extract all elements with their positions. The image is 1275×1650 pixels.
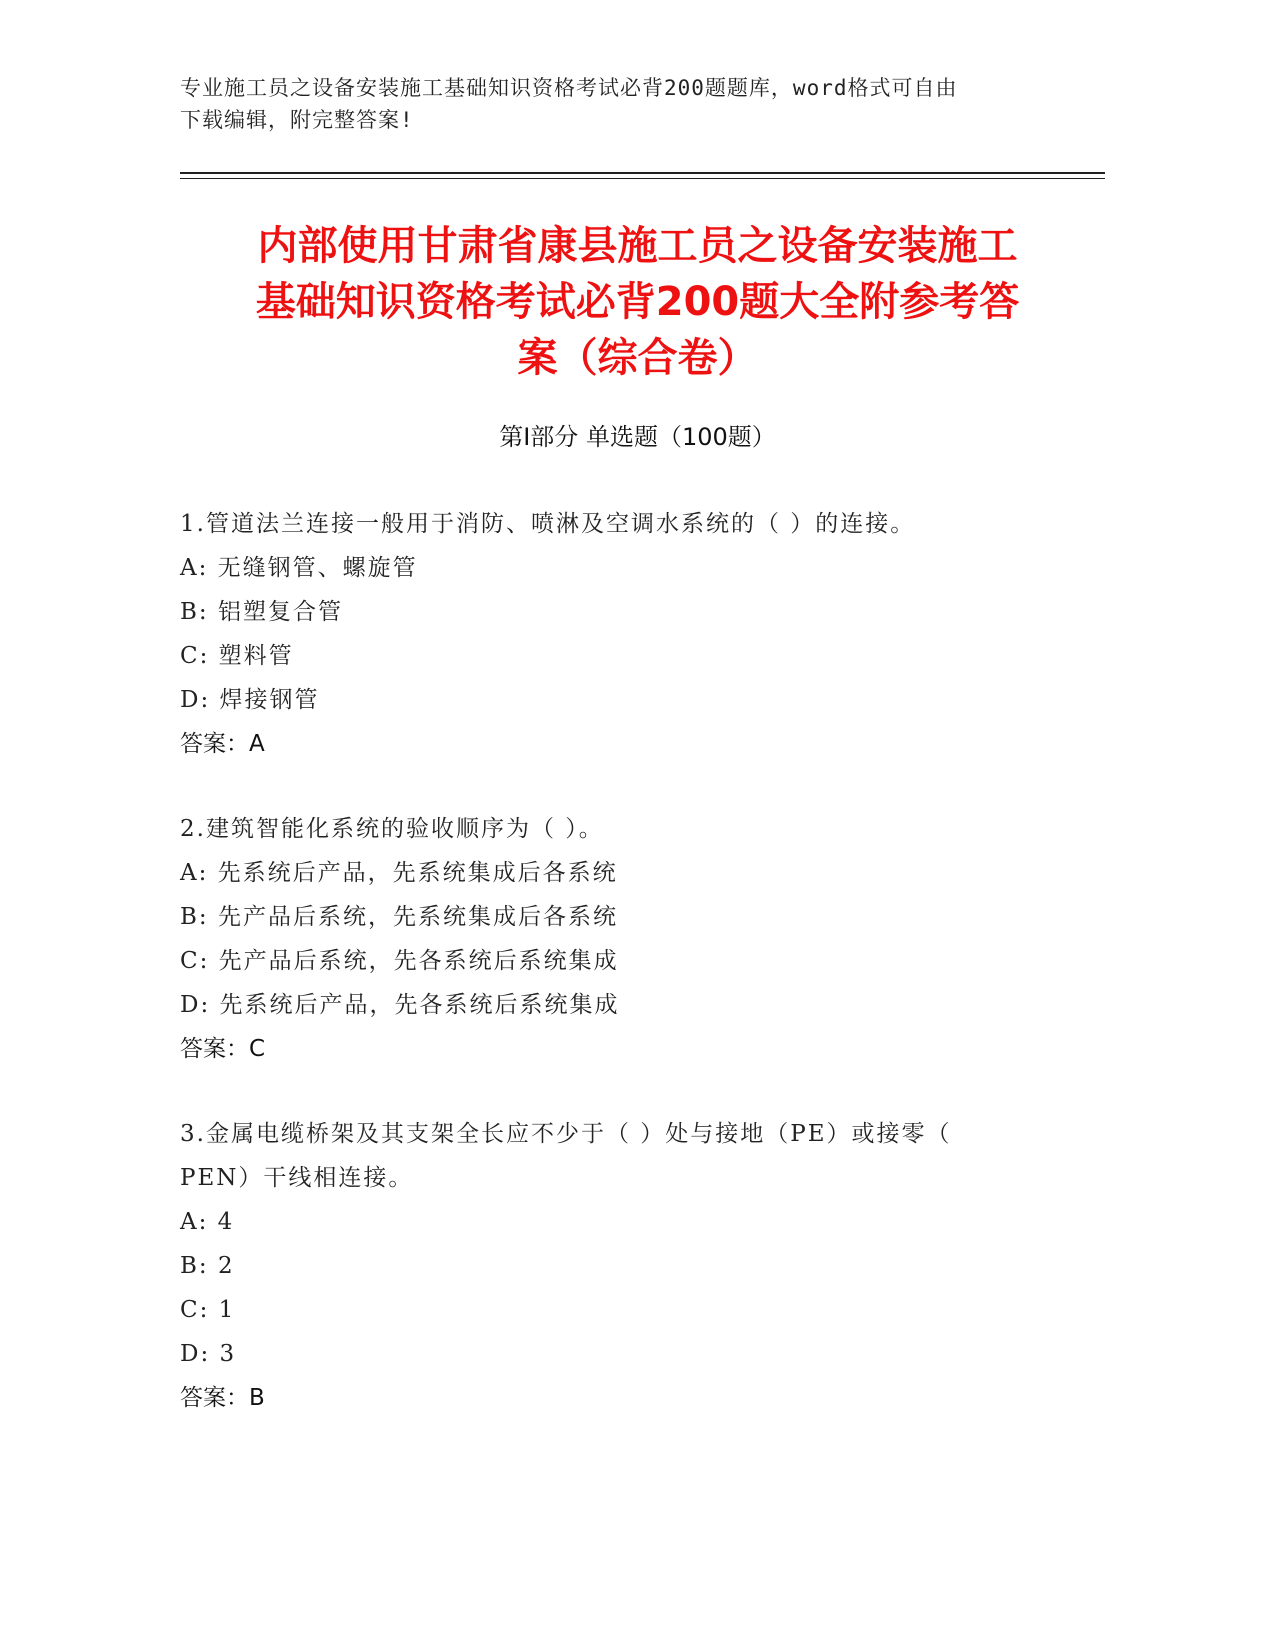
question-text: 2.建筑智能化系统的验收顺序为（ ）。: [180, 816, 604, 842]
option-a: A: 无缝钢管、螺旋管: [180, 555, 418, 581]
document-title-line: 案（综合卷）: [517, 335, 758, 381]
document-title: [150, 218, 1125, 386]
option-a: A: 4: [180, 1209, 235, 1235]
option-c: C: 先产品后系统，先各系统后系统集成: [180, 948, 619, 974]
header-divider: [180, 172, 1105, 174]
option-d: D: 焊接钢管: [180, 687, 320, 713]
question-text-continued: PEN）干线相连接。: [180, 1165, 414, 1191]
header-divider-thin: [180, 178, 1105, 179]
answer: 答案：C: [180, 1036, 266, 1062]
option-c: C: 塑料管: [180, 643, 294, 669]
question-text: 1.管道法兰连接一般用于消防、喷淋及空调水系统的（ ）的连接。: [180, 511, 916, 537]
header-note-line: 专业施工员之设备安装施工基础知识资格考试必背200题题库，word格式可自由: [180, 76, 958, 100]
section-title: 第I部分 单选题（100题）: [499, 423, 776, 451]
answer: 答案：A: [180, 731, 265, 757]
question-2: [180, 807, 1060, 1071]
question-text: 3.金属电缆桥架及其支架全长应不少于（ ）处与接地（PE）或接零（: [180, 1121, 952, 1147]
option-d: D: 先系统后产品，先各系统后系统集成: [180, 992, 620, 1018]
document-title-line: 内部使用甘肃省康县施工员之设备安装施工: [257, 223, 1018, 269]
option-b: B: 铝塑复合管: [180, 599, 343, 625]
option-b: B: 2: [180, 1253, 235, 1279]
question-3: [180, 1112, 1060, 1420]
answer: 答案：B: [180, 1385, 265, 1411]
option-b: B: 先产品后系统，先系统集成后各系统: [180, 904, 618, 930]
document-title-line: 基础知识资格考试必背200题大全附参考答: [255, 279, 1020, 325]
option-d: D: 3: [180, 1341, 237, 1367]
header-note-line: 下载编辑，附完整答案!: [180, 108, 414, 132]
question-1: [180, 502, 1060, 766]
option-c: C: 1: [180, 1297, 236, 1323]
option-a: A: 先系统后产品，先系统集成后各系统: [180, 860, 618, 886]
header-note: [180, 72, 1070, 136]
